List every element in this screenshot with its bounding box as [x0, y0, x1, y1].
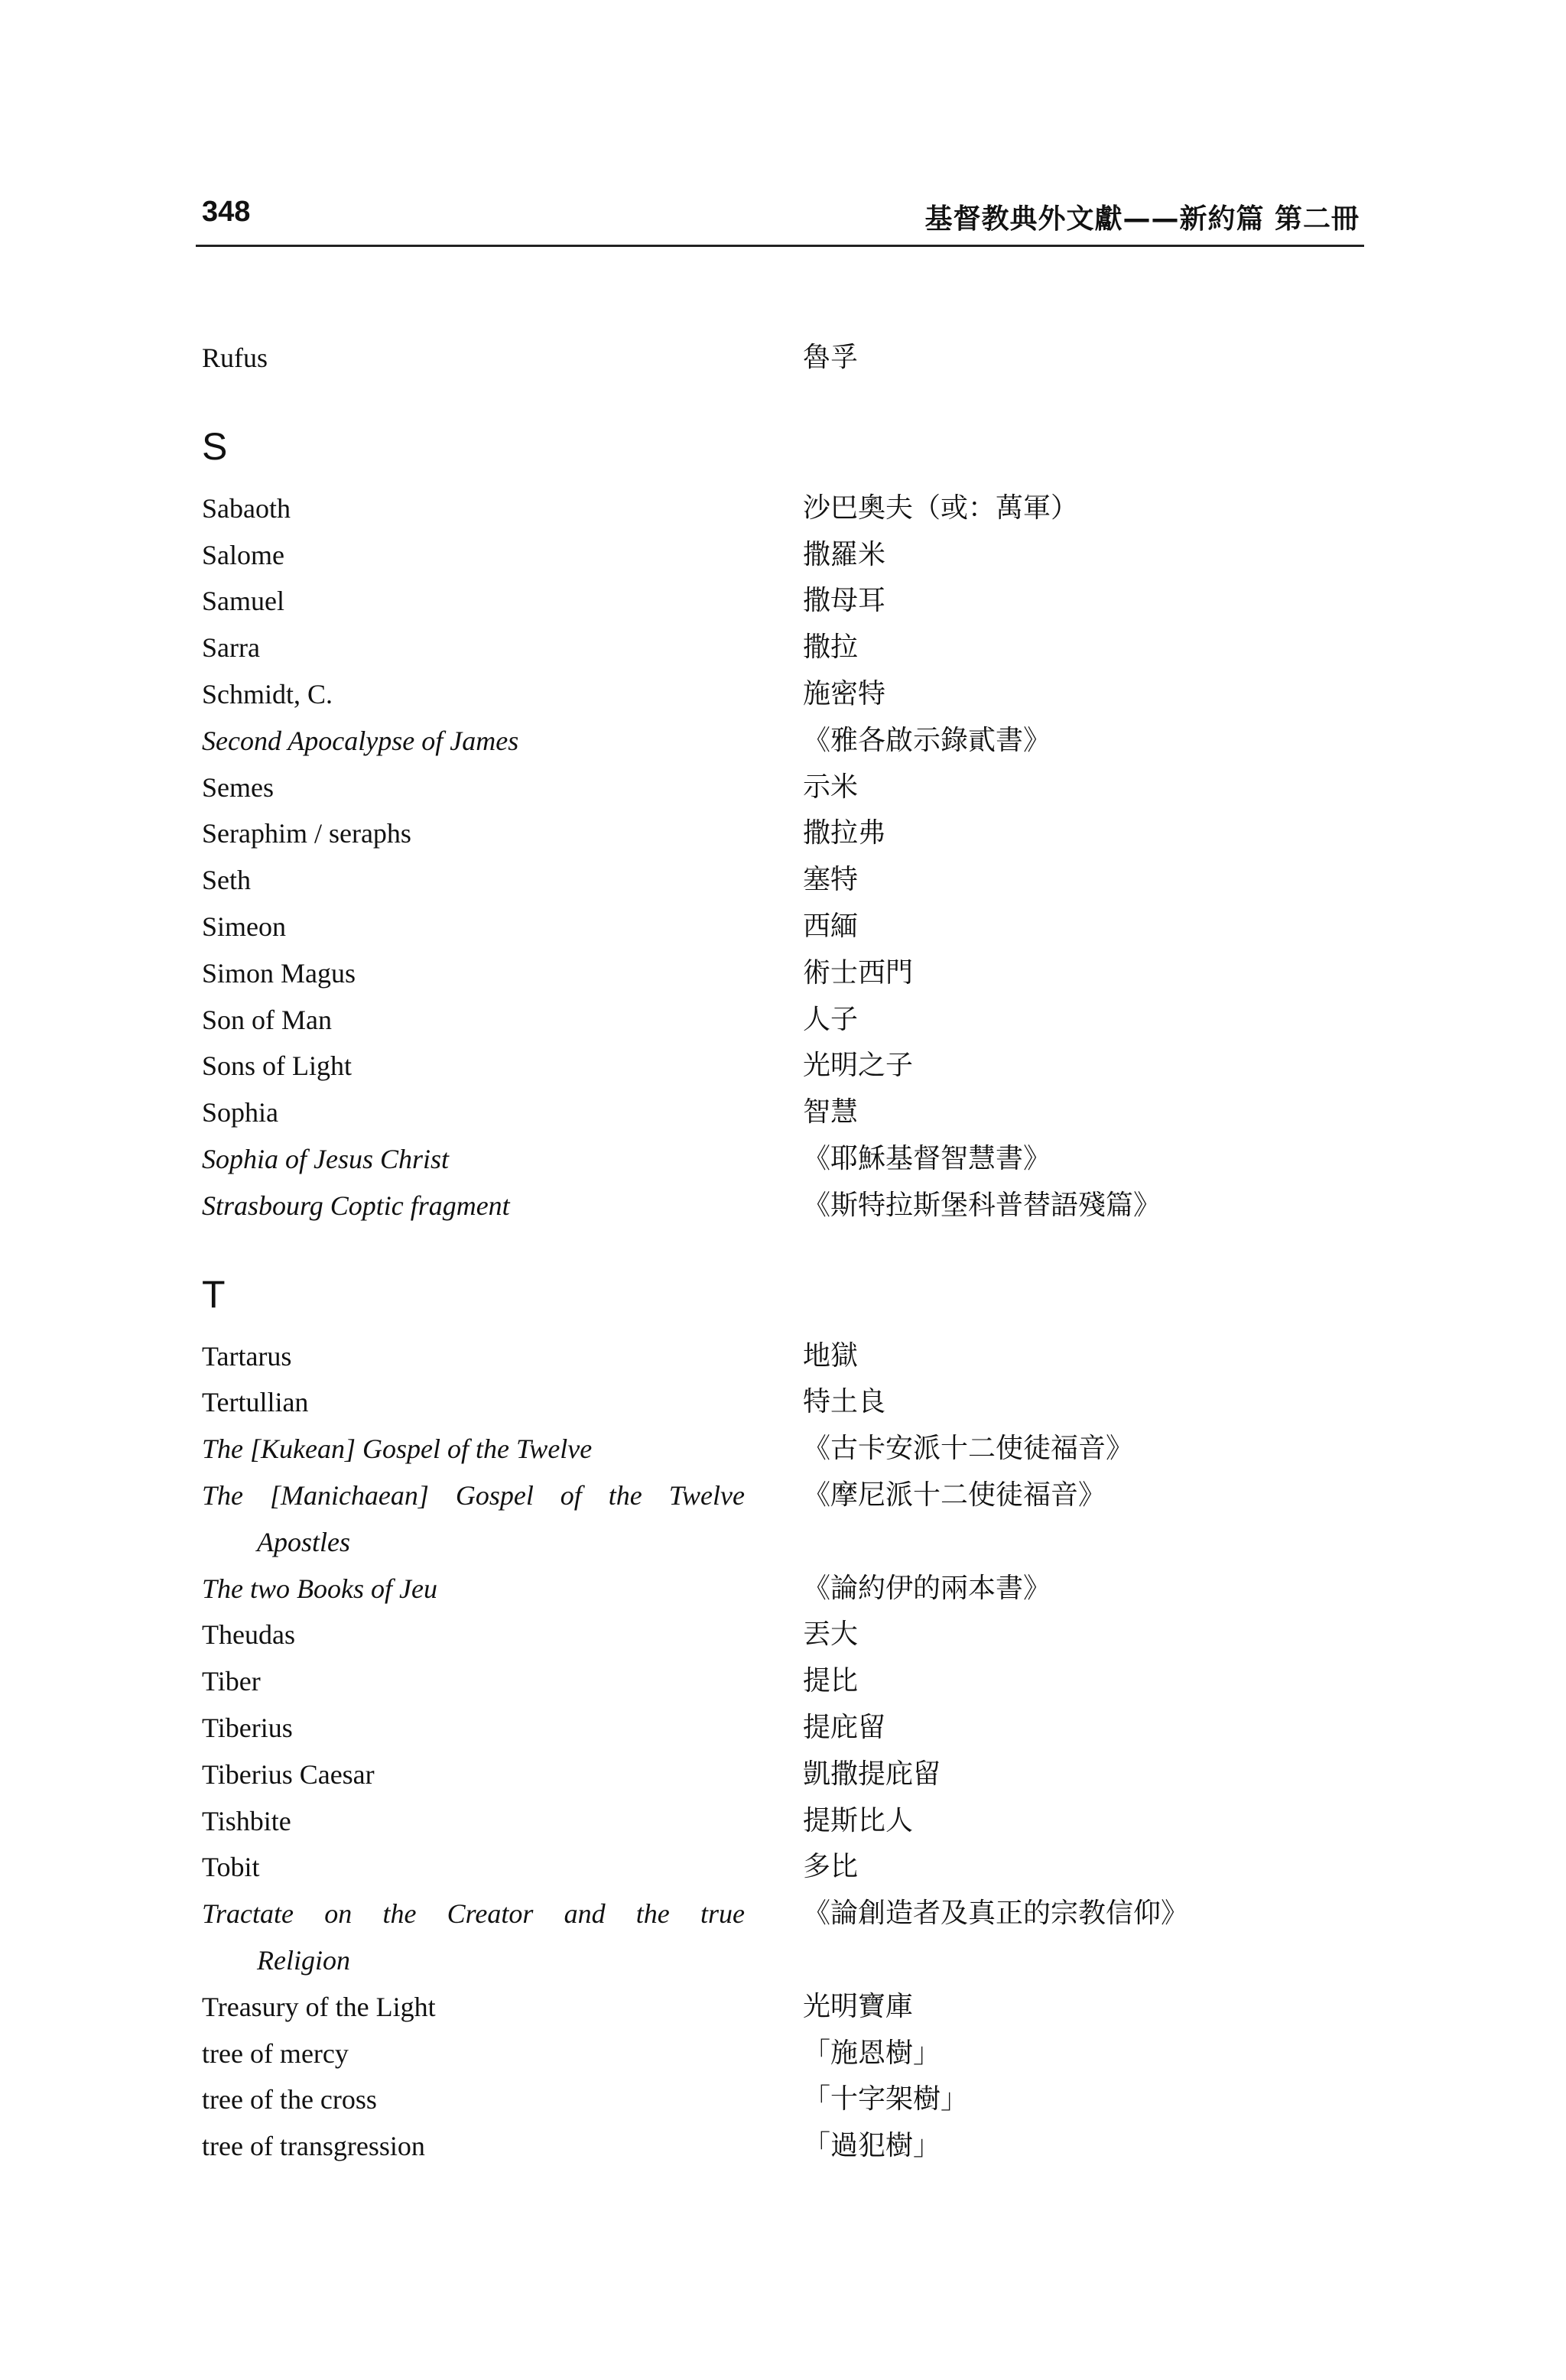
english-term: [202, 1891, 745, 1984]
chinese-term: 智慧: [803, 1096, 859, 1128]
chinese-term: 西緬: [803, 910, 859, 942]
english-term: tree of the cross: [202, 2084, 377, 2115]
running-title: 基督教典外文獻——新約篇 第二冊: [924, 203, 1360, 235]
glossary-entry: [202, 2076, 1364, 2123]
chinese-term: 提斯比人: [803, 1804, 914, 1836]
glossary-entry: [202, 625, 1364, 671]
glossary-entry: [202, 857, 1364, 904]
english-term: Rufus: [202, 343, 268, 373]
english-term: Seth: [202, 865, 252, 896]
glossary-entry: [202, 1333, 1364, 1380]
chinese-term: 多比: [803, 1851, 859, 1883]
glossary-entry: [202, 1984, 1364, 2031]
glossary-entry: [202, 1089, 1364, 1136]
chinese-term: 提比: [803, 1665, 859, 1697]
chinese-term: 提庇留: [803, 1711, 886, 1743]
english-term: Simeon: [202, 911, 287, 942]
glossary-entry: [202, 671, 1364, 718]
glossary-entry: [202, 1705, 1364, 1752]
english-term: Tobit: [202, 1852, 260, 1883]
glossary-entry: [202, 1043, 1364, 1089]
english-term: The [Kukean] Gospel of the Twelve: [202, 1434, 593, 1465]
chinese-term: 沙巴奧夫（或：萬軍）: [803, 492, 1079, 524]
chinese-term: 《論約伊的兩本書》: [803, 1572, 1051, 1604]
english-term: Schmidt, C.: [202, 678, 333, 709]
english-term: Treasury of the Light: [202, 1991, 436, 2022]
chinese-term: 人子: [803, 1003, 859, 1035]
glossary-entry: [202, 1426, 1364, 1472]
glossary-entry: [202, 997, 1364, 1044]
glossary-entry: [202, 1658, 1364, 1705]
glossary-entry: [202, 1798, 1364, 1845]
chinese-term: 「十字架樹」: [803, 2083, 969, 2115]
glossary-entry: [202, 1379, 1364, 1426]
english-term: Semes: [202, 771, 274, 803]
english-term: Second Apocalypse of James: [202, 725, 519, 756]
chinese-term: 《摩尼派十二使徒福音》: [803, 1479, 1106, 1511]
glossary-entry: [202, 950, 1364, 997]
chinese-term: 術士西門: [803, 956, 914, 989]
chinese-term: 《論創造者及真正的宗教信仰》: [803, 1898, 1189, 1930]
english-term: [202, 1472, 745, 1566]
glossary-entry: [202, 335, 1364, 382]
chinese-term: 丟大: [803, 1619, 859, 1651]
chinese-term: 撒拉: [803, 632, 859, 664]
glossary-entry: [202, 1136, 1364, 1183]
chinese-term: 魯孚: [803, 342, 859, 373]
glossary-entry: [202, 718, 1364, 765]
chinese-term: 塞特: [803, 864, 859, 896]
pre-entries: [202, 335, 1364, 382]
english-term: Tiberius Caesar: [202, 1758, 375, 1790]
section-t: [202, 1269, 1364, 2170]
chinese-term: 撒拉弗: [803, 817, 886, 849]
english-term-continuation: Apostles: [257, 1526, 350, 1557]
chinese-term: 「施恩樹」: [803, 2037, 941, 2069]
english-term: Simon Magus: [202, 957, 356, 989]
english-term: Theudas: [202, 1619, 295, 1651]
english-term: Salome: [202, 539, 284, 570]
english-term: Tertullian: [202, 1387, 309, 1418]
glossary-entry: [202, 1566, 1364, 1612]
english-term: Sophia: [202, 1097, 279, 1128]
chinese-term: 施密特: [803, 677, 886, 709]
glossary-entry: [202, 1752, 1364, 1798]
glossary-entry: [202, 810, 1364, 857]
page-number: 348: [202, 196, 251, 228]
chinese-term: 撒羅米: [803, 538, 886, 570]
english-term-line: The [Manichaean] Gospel of the Twelve: [202, 1479, 745, 1511]
chinese-term: 光明之子: [803, 1050, 914, 1082]
section-letter: T: [202, 1272, 226, 1316]
glossary-entry: [202, 2031, 1364, 2077]
glossary-content: [202, 335, 1364, 2170]
chinese-term: 《斯特拉斯堡科普替語殘篇》: [803, 1189, 1162, 1221]
glossary-entry: [202, 904, 1364, 950]
glossary-entry: [202, 1612, 1364, 1658]
glossary-entry: [202, 1891, 1364, 1984]
english-term-continuation: Religion: [257, 1944, 350, 1976]
english-term-line: Tractate on the Creator and the true: [202, 1898, 745, 1930]
english-term: Seraphim / seraphs: [202, 818, 411, 849]
english-term: Sons of Light: [202, 1050, 353, 1082]
chinese-term: 光明寶庫: [803, 1990, 914, 2022]
english-term: The two Books of Jeu: [202, 1573, 437, 1604]
english-term: Sarra: [202, 632, 260, 664]
glossary-entry: [202, 1472, 1364, 1566]
chinese-term: 示米: [803, 771, 859, 803]
glossary-entry: [202, 578, 1364, 625]
english-term: Samuel: [202, 586, 284, 617]
english-term: Tiberius: [202, 1712, 293, 1743]
english-term: Tiber: [202, 1666, 261, 1697]
chinese-term: 「過犯樹」: [803, 2130, 941, 2162]
chinese-term: 凱撒提庇留: [803, 1758, 941, 1790]
chinese-term: 地獄: [803, 1339, 859, 1372]
english-term: Strasbourg Coptic fragment: [202, 1190, 510, 1221]
section-letter: S: [202, 424, 228, 468]
chinese-term: 《耶穌基督智慧書》: [803, 1142, 1051, 1174]
glossary-entry: [202, 2123, 1364, 2170]
chinese-term: 撒母耳: [803, 585, 886, 617]
glossary-entry: [202, 1183, 1364, 1229]
english-term: tree of transgression: [202, 2131, 425, 2162]
glossary-entry: [202, 1844, 1364, 1891]
chinese-term: 《古卡安派十二使徒福音》: [803, 1433, 1134, 1465]
english-term: Sophia of Jesus Christ: [202, 1143, 450, 1174]
chinese-term: 《雅各啟示錄貳書》: [803, 724, 1051, 756]
english-term: Tartarus: [202, 1340, 292, 1372]
english-term: Son of Man: [202, 1004, 332, 1035]
english-term: Sabaoth: [202, 492, 291, 524]
glossary-entry: [202, 765, 1364, 811]
english-term: tree of mercy: [202, 2037, 349, 2069]
english-term: Tishbite: [202, 1805, 291, 1836]
running-header: [196, 190, 1364, 247]
glossary-sections: [202, 421, 1364, 2170]
section-s: [202, 421, 1364, 1229]
glossary-entry: [202, 485, 1364, 532]
chinese-term: 特土良: [803, 1386, 886, 1418]
glossary-entry: [202, 532, 1364, 579]
